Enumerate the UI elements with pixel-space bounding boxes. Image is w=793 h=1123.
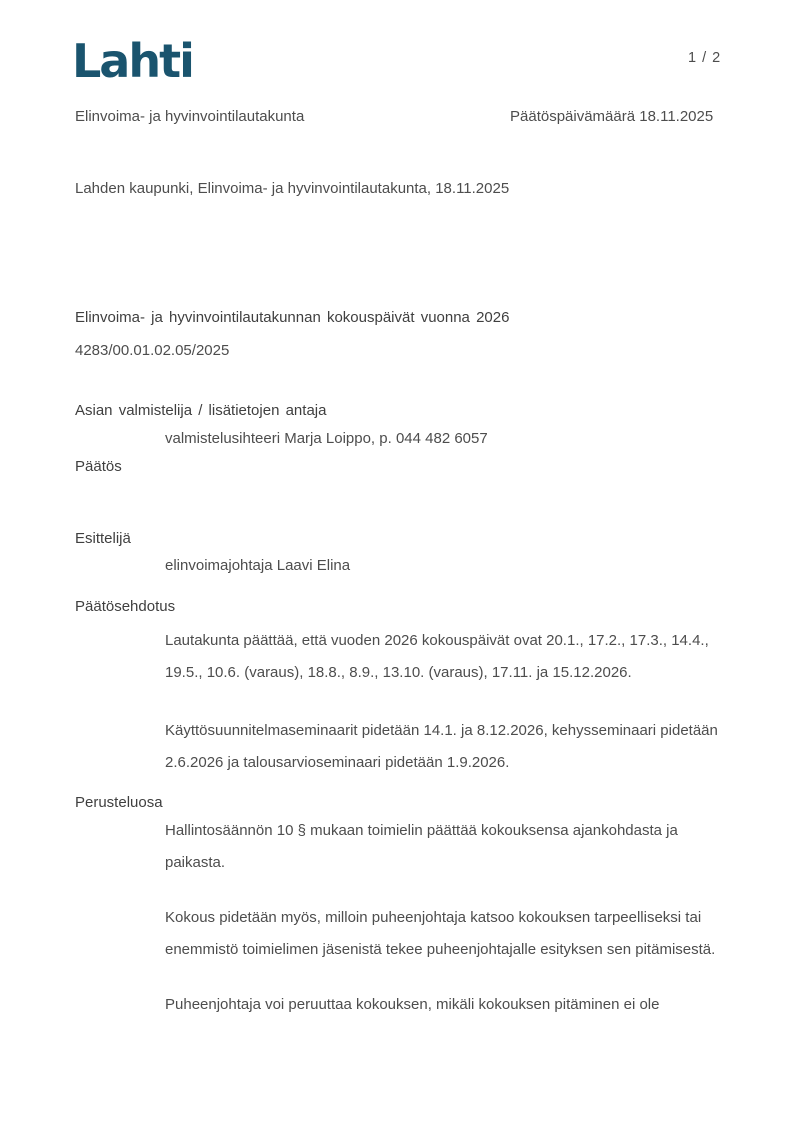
rationale-p2-line1: Kokous pidetään myös, milloin puheenjohtaja katsoo kokouksen tarpeelliseksi tai (165, 909, 702, 926)
decision-label: Päätös (75, 458, 122, 475)
proposal-p2-line1: Käyttösuunnitelmaseminaarit pidetään 14.1. ja 8.12.2026, kehysseminaari pidetään (165, 722, 718, 739)
proposal-p1-line1: Lautakunta päättää, että vuoden 2026 kokouspäivät ovat 20.1., 17.2., 17.3., 14.4., (165, 632, 709, 649)
proposal-label: Päätösehdotus (75, 598, 176, 615)
page-number: 1 / 2 (688, 50, 722, 66)
presenter-label: Esittelijä (75, 530, 131, 547)
rationale-p2-line2: enemmistö toimielimen jäsenistä tekee puheenjohtajalle esityksen sen pitämisestä. (165, 941, 716, 958)
rationale-p1-line1: Hallintosäännön 10 § mukaan toimielin päättää kokouksensa ajankohdasta ja (165, 822, 678, 839)
subject-title: Elinvoima- ja hyvinvointilautakunnan kokouspäivät vuonna 2026 (75, 309, 510, 326)
rationale-p3-line1: Puheenjohtaja voi peruuttaa kokouksen, mikäli kokouksen pitäminen ei ole (165, 996, 660, 1013)
preparer-label: Asian valmistelija / lisätietojen antaja (75, 402, 327, 419)
diary-number: 4283/00.01.02.05/2025 (75, 342, 230, 359)
presenter-content: elinvoimajohtaja Laavi Elina (165, 557, 351, 574)
proposal-p2-line2: 2.6.2026 ja talousarvioseminaari pidetään 1.9.2026. (165, 754, 510, 771)
proposal-p1-line2: 19.5., 10.6. (varaus), 18.8., 8.9., 13.10. (varaus), 17.11. ja 15.12.2026. (165, 664, 632, 681)
intro-line: Lahden kaupunki, Elinvoima- ja hyvinvointilautakunta, 18.11.2025 (75, 180, 510, 197)
preparer-content: valmistelusihteeri Marja Loippo, p. 044 482 6057 (165, 430, 488, 447)
lahti-logo: Lahti (72, 34, 193, 88)
header-committee: Elinvoima- ja hyvinvointilautakunta (75, 108, 305, 125)
header-decision-date: Päätöspäivämäärä 18.11.2025 (510, 108, 714, 125)
rationale-p1-line2: paikasta. (165, 854, 226, 871)
rationale-label: Perusteluosa (75, 794, 163, 811)
